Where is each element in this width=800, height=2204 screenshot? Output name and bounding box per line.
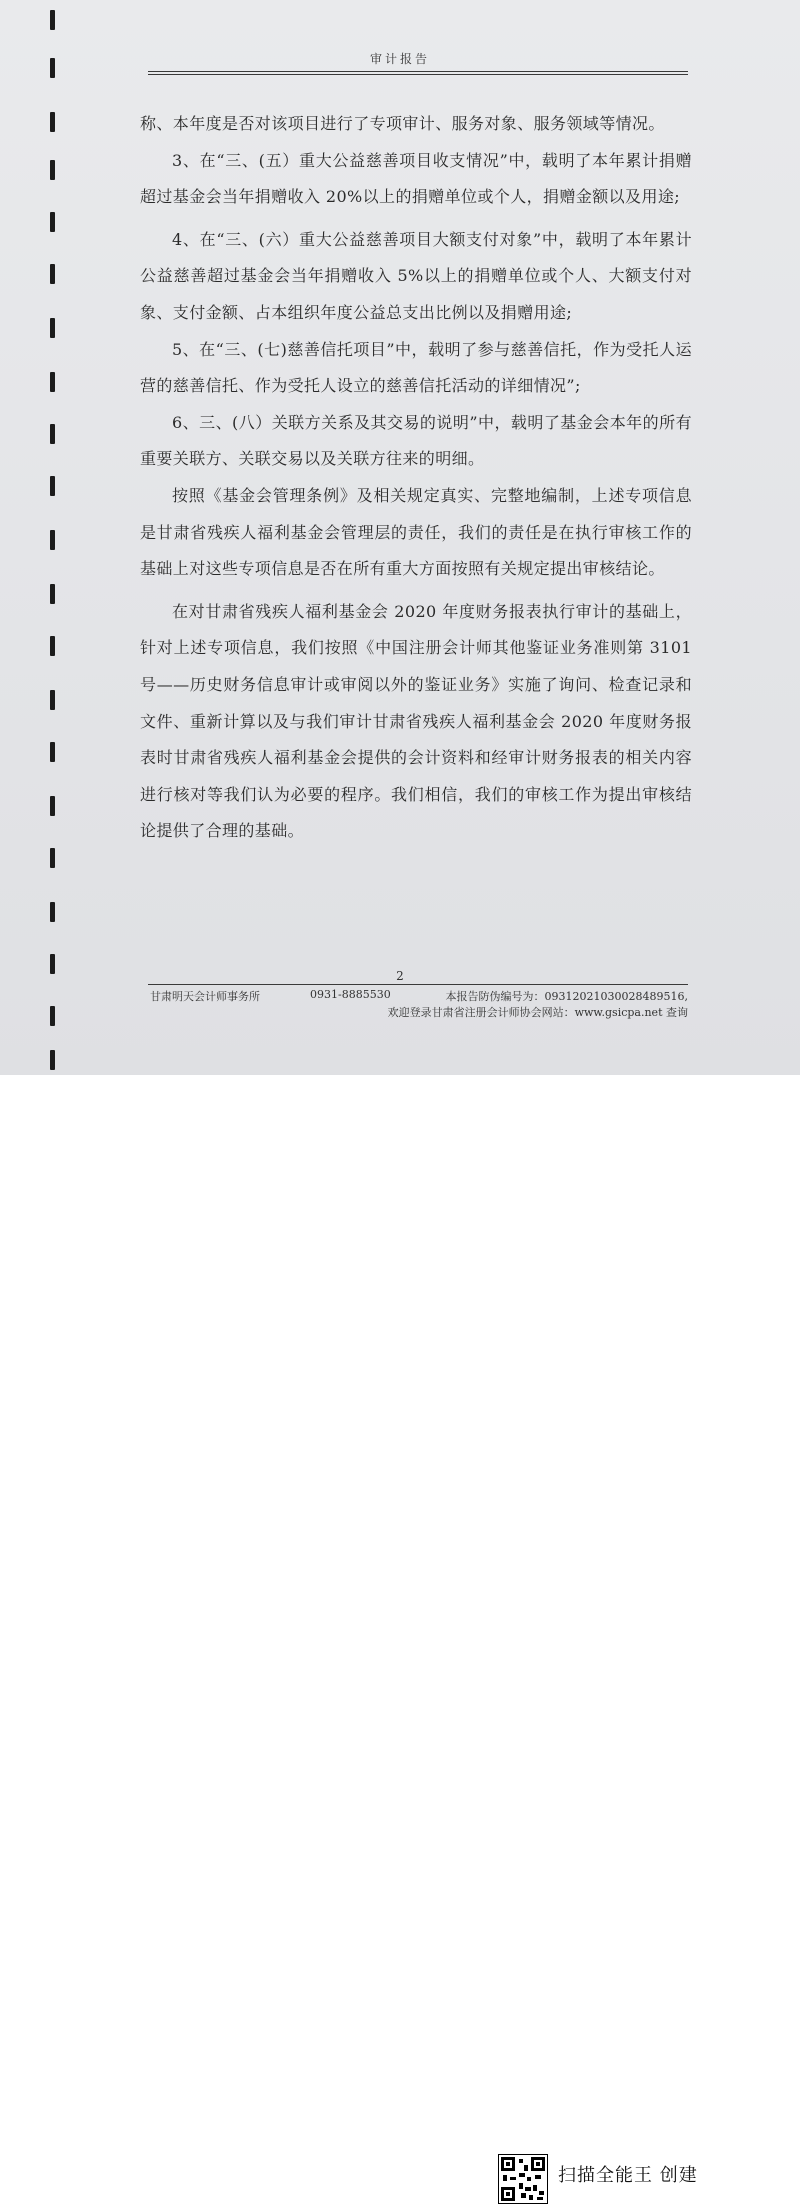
- footer-divider: [148, 984, 688, 985]
- report-body: [140, 106, 692, 850]
- paragraph-responsibility: 按照《基金会管理条例》及相关规定真实、完整地编制，上述专项信息是甘肃省残疾人福利基金会管理层的责任，我们的责任是在执行审核工作的基础上对这些专项信息是否在所有重大方面按照有关规定提出审核结论。: [140, 485, 692, 579]
- scanner-app-label: 扫描全能王 创建: [558, 2165, 698, 2186]
- footer-phone: 0931-8885530: [310, 988, 391, 1001]
- header-divider: [148, 71, 688, 75]
- document-page: [0, 0, 800, 1075]
- report-header-title: 审计报告: [369, 52, 430, 66]
- qr-code-icon: [498, 2154, 548, 2204]
- footer-verify-site: 欢迎登录甘肃省注册会计师协会网站：www.gsicpa.net 查询: [387, 1006, 688, 1019]
- footer-anti-fake-code: 本报告防伪编号为：09312021030028489516,: [445, 990, 688, 1003]
- paragraph-item-3: 3、在“三、(五）重大公益慈善项目收支情况”中，载明了本年累计捐赠超过基金会当年捐赠收入 20%以上的捐赠单位或个人，捐赠金额以及用途;: [140, 150, 692, 207]
- paragraph-item-4: 4、在“三、(六）重大公益慈善项目大额支付对象”中，载明了本年累计公益慈善超过基金会当年捐赠收入 5%以上的捐赠单位或个人、大额支付对象、支付金额、占本组织年度公益总支出比例以及捐赠用途;: [140, 229, 692, 322]
- paragraph-item-6: 6、三、(八）关联方关系及其交易的说明”中，载明了基金会本年的所有重要关联方、关联交易以及关联方往来的明细。: [140, 412, 692, 469]
- binding-holes: [46, 0, 60, 1075]
- footer-firm-name: 甘肃明天会计师事务所: [150, 990, 260, 1003]
- paragraph-continuation: 称、本年度是否对该项目进行了专项审计、服务对象、服务领域等情况。: [140, 114, 665, 133]
- paragraph-procedures: 在对甘肃省残疾人福利基金会 2020 年度财务报表执行审计的基础上，针对上述专项信息，我们按照《中国注册会计师其他鉴证业务准则第 3101 号——历史财务信息审计或审阅以外的鉴证业务》实施了询问、检查记录和文件、重新计算以及与我们审计甘肃省残疾人福利基金会 2020 年度财务报表时甘肃省残疾人福利基金会提供的会计资料和经审计财务报表的相关内容进行核对等我们认为必要的程序。我们相信，我们的审核工作为提出审核结论提供了合理的基础。: [140, 601, 692, 841]
- paragraph-item-5: 5、在“三、(七)慈善信托项目”中，载明了参与慈善信托，作为受托人运营的慈善信托、作为受托人设立的慈善信托活动的详细情况”;: [140, 339, 692, 396]
- scanner-watermark: [0, 1075, 800, 2186]
- page-number: 2: [396, 969, 404, 983]
